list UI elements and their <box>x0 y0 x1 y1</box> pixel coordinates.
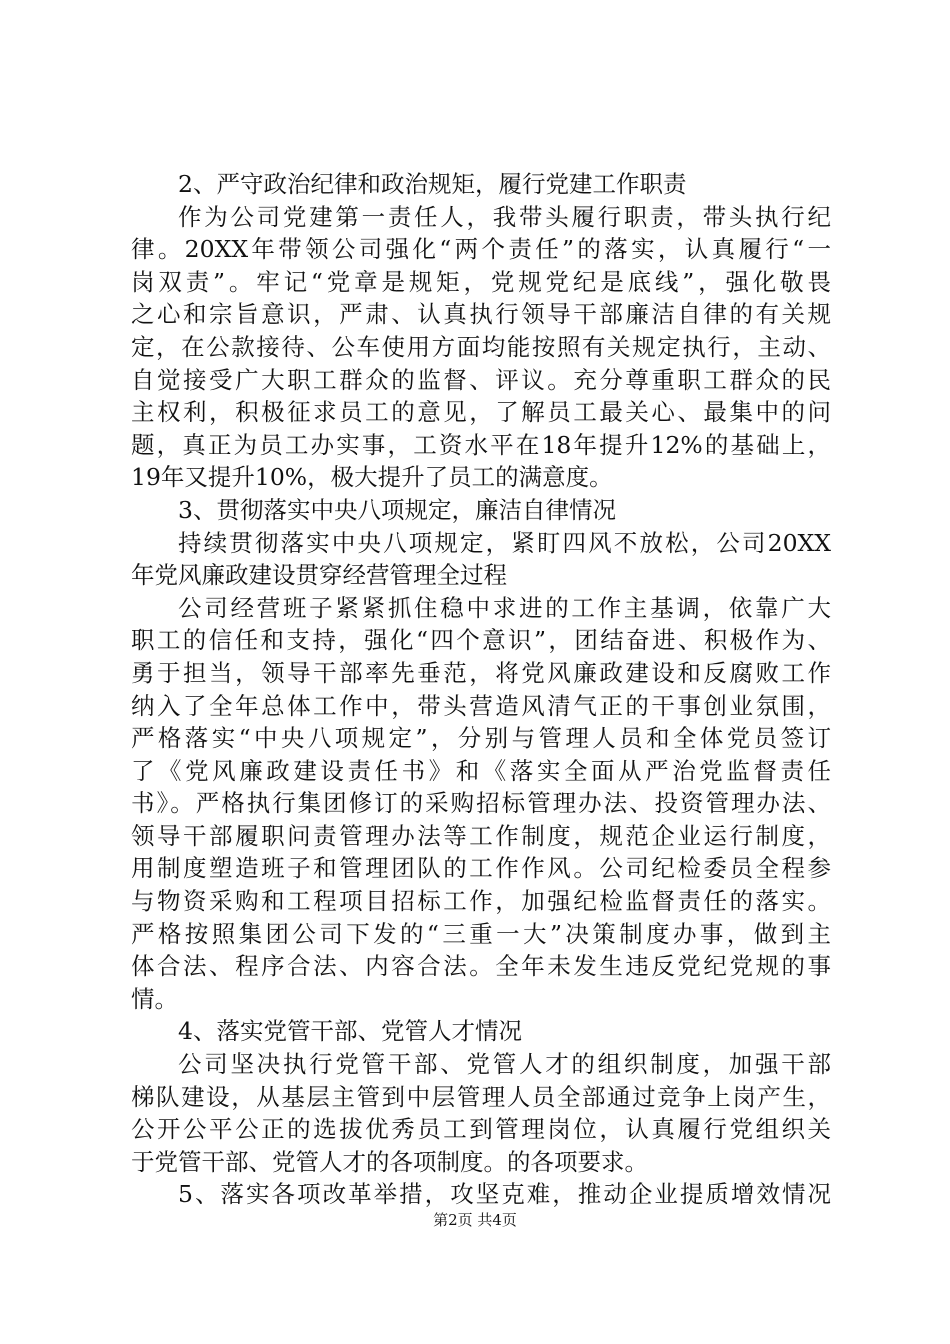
text-line: 律。20XX年带领公司强化“两个责任”的落实，认真履行“一 <box>131 235 831 264</box>
text-line: 用制度塑造班子和管理团队的工作作风。公司纪检委员全程参 <box>131 854 831 883</box>
document-body <box>131 168 831 1211</box>
page-number-footer: 第2页 共4页 <box>433 1211 517 1229</box>
text-line: 2、严守政治纪律和政治规矩，履行党建工作职责 <box>178 170 687 198</box>
text-line: 纳入了全年总体工作中，带头营造风清气正的干事创业氛围， <box>131 691 831 720</box>
text-line: 严格按照集团公司下发的“三重一大”决策制度办事，做到主 <box>131 919 831 948</box>
text-line: 于党管干部、党管人才的各项制度。的各项要求。 <box>131 1147 648 1176</box>
text-line: 公司坚决执行党管干部、党管人才的组织制度，加强干部 <box>178 1050 831 1079</box>
text-line: 持续贯彻落实中央八项规定，紧盯四风不放松，公司20XX <box>178 528 831 557</box>
text-line: 主权利，积极征求员工的意见，了解员工最关心、最集中的问 <box>131 398 831 427</box>
text-line: 勇于担当，领导干部率先垂范，将党风廉政建设和反腐败工作 <box>131 658 831 687</box>
text-line: 题，真正为员工办实事，工资水平在18年提升12%的基础上， <box>131 430 831 459</box>
text-line: 之心和宗旨意识，严肃、认真执行领导干部廉洁自律的有关规 <box>131 300 831 329</box>
text-line: 4、落实党管干部、党管人才情况 <box>178 1017 522 1046</box>
text-line: 公司经营班子紧紧抓住稳中求进的工作主基调，依靠广大 <box>178 593 831 622</box>
text-line: 书》。严格执行集团修订的采购招标管理办法、投资管理办法、 <box>131 789 831 818</box>
text-line: 5、落实各项改革举措，攻坚克难，推动企业提质增效情况 <box>178 1180 831 1209</box>
text-line: 公开公平公正的选拔优秀员工到管理岗位，认真履行党组织关 <box>131 1115 831 1144</box>
text-line: 了《党风廉政建设责任书》和《落实全面从严治党监督责任 <box>131 756 831 785</box>
text-line: 定，在公款接待、公车使用方面均能按照有关规定执行，主动、 <box>131 332 831 361</box>
text-line: 作为公司党建第一责任人，我带头履行职责，带头执行纪 <box>178 202 831 231</box>
text-line: 19年又提升10%，极大提升了员工的满意度。 <box>131 463 613 492</box>
text-line: 体合法、程序合法、内容合法。全年未发生违反党纪党规的事 <box>131 952 831 981</box>
text-line: 自觉接受广大职工群众的监督、评议。充分尊重职工群众的民 <box>131 365 831 394</box>
text-line: 年党风廉政建设贯穿经营管理全过程 <box>131 561 507 590</box>
text-line: 情。 <box>131 984 178 1013</box>
text-line: 与物资采购和工程项目招标工作，加强纪检监督责任的落实。 <box>131 887 831 916</box>
text-line: 3、贯彻落实中央八项规定，廉洁自律情况 <box>178 495 616 524</box>
text-line: 梯队建设，从基层主管到中层管理人员全部通过竞争上岗产生， <box>131 1082 831 1111</box>
text-line: 职工的信任和支持，强化“四个意识”，团结奋进、积极作为、 <box>131 626 831 655</box>
text-line: 领导干部履职问责管理办法等工作制度，规范企业运行制度， <box>131 821 831 850</box>
text-line: 严格落实“中央八项规定”，分别与管理人员和全体党员签订 <box>131 724 831 753</box>
text-line: 岗双责”。牢记“党章是规矩，党规党纪是底线”，强化敬畏 <box>131 267 831 296</box>
